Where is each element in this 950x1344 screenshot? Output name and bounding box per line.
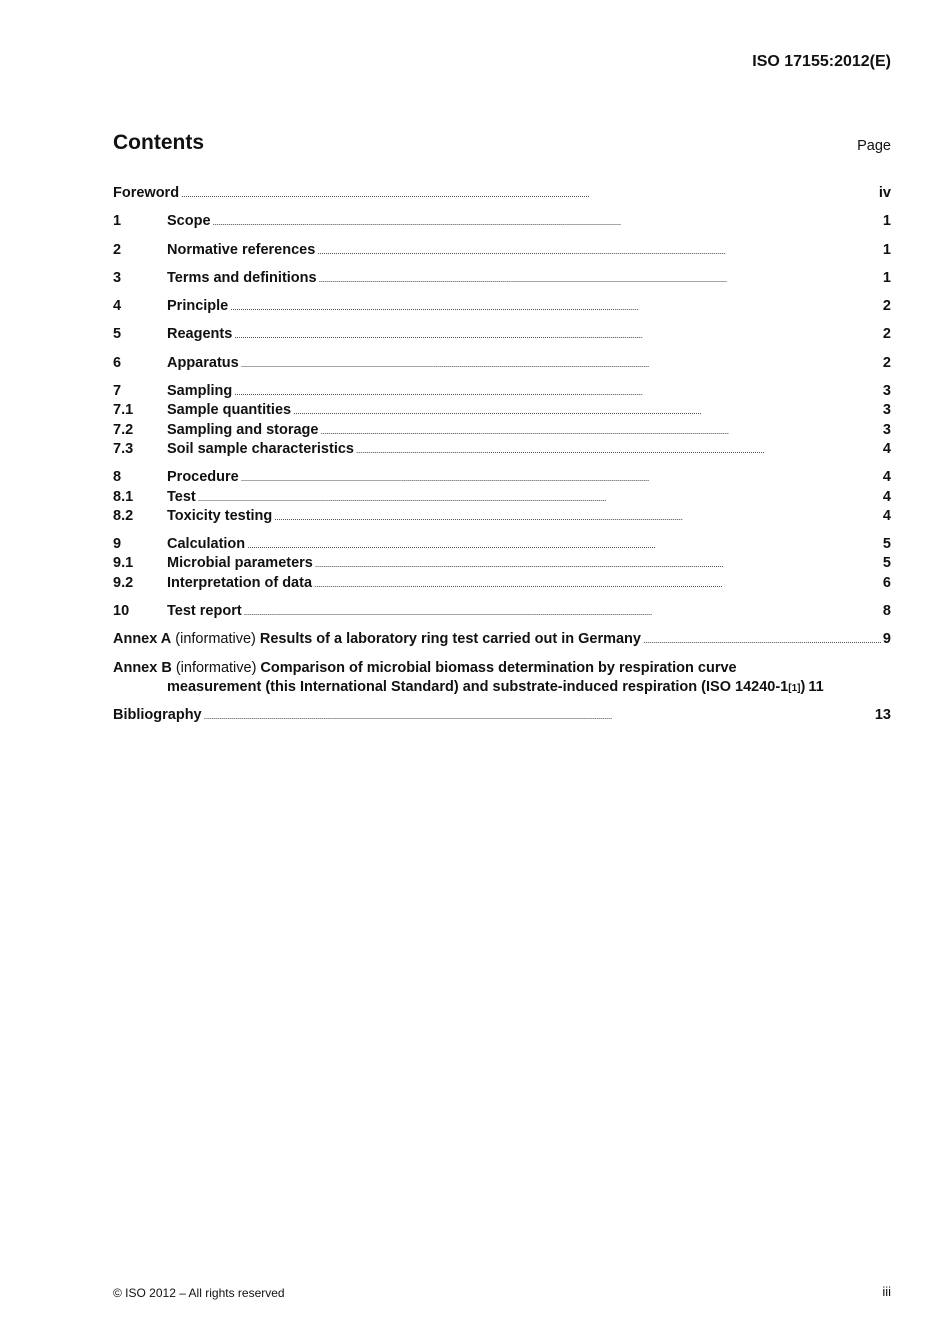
toc-title: Foreword [113, 185, 180, 201]
toc-page: 2 [882, 354, 891, 371]
annex-label: Annex B [113, 659, 172, 676]
leader-dots [315, 554, 881, 574]
toc-entry-8-2[interactable] [113, 507, 891, 526]
toc-number: 6 [113, 354, 122, 371]
toc-entry-4[interactable] [113, 297, 891, 316]
toc-entry-3[interactable] [113, 269, 891, 288]
toc-page: 1 [882, 241, 891, 258]
toc-title: Test report [167, 603, 242, 620]
toc-number: 2 [113, 241, 122, 258]
annex-label: Annex A [113, 631, 172, 648]
toc-title: Interpretation of data [167, 574, 313, 591]
toc-entry-7-2[interactable] [113, 421, 891, 440]
leader-dots [314, 574, 881, 594]
toc-number: 8.2 [113, 507, 134, 524]
leader-dots [241, 354, 881, 374]
toc-number: 8 [113, 469, 122, 486]
toc-entry-10[interactable] [113, 602, 891, 621]
toc-entry-9[interactable] [113, 535, 891, 554]
toc-page: 3 [882, 383, 891, 400]
toc-title-continued: measurement (this International Standard) and substrate-induced respiration (ISO 14240-1 [167, 678, 789, 695]
toc-title: Normative references [167, 241, 316, 258]
leader-dots [274, 507, 881, 527]
toc-entry-foreword[interactable] [113, 184, 891, 203]
toc-entry-7[interactable] [113, 382, 891, 401]
toc-page: 4 [882, 507, 891, 524]
toc-number: 3 [113, 269, 122, 286]
toc-title: Sample quantities [167, 402, 292, 419]
toc-number: 7.2 [113, 421, 134, 438]
toc-page: 6 [882, 574, 891, 591]
toc-page: 2 [882, 298, 891, 315]
toc-number: 1 [113, 213, 122, 230]
toc-entry-annex-b[interactable] [113, 659, 891, 678]
leader-dots [213, 212, 881, 232]
leader-dots [356, 440, 881, 460]
toc-page: 1 [882, 269, 891, 286]
toc-number: 9 [113, 536, 122, 553]
toc-title: Microbial parameters [167, 555, 313, 572]
annex-informative: (informative) [175, 631, 256, 648]
toc-number: 5 [113, 326, 122, 343]
leader-dots [319, 269, 881, 289]
toc-entry-annex-b-cont[interactable]: measurement (this International Standard) and substrate-induced respiration (ISO 14240-1 [1] ) 11 [113, 678, 891, 697]
copyright-notice: © ISO 2012 – All rights reserved [113, 1286, 285, 1300]
toc-title: Apparatus [167, 354, 239, 371]
toc-title: Toxicity testing [167, 507, 273, 524]
leader-dots [317, 241, 881, 261]
toc-page: 4 [882, 488, 891, 505]
leader-dots [247, 535, 881, 555]
closing-paren: ) [800, 678, 806, 695]
leader-dots [230, 297, 881, 317]
leader-dots [244, 602, 881, 622]
leader-dots [181, 184, 877, 204]
toc-page: 5 [882, 555, 891, 572]
toc-number: 4 [113, 298, 122, 315]
toc-page: 3 [882, 421, 891, 438]
toc-title: Comparison of microbial biomass determination by respiration curve [260, 659, 737, 676]
toc-entry-bibliography[interactable] [113, 706, 891, 725]
toc-page: 11 [808, 678, 824, 695]
leader-dots [234, 325, 881, 345]
toc-title: Principle [167, 298, 229, 315]
toc-number: 9.1 [113, 555, 134, 572]
toc-title: Reagents [167, 326, 233, 343]
toc-page: 1 [882, 213, 891, 230]
toc-page: 5 [882, 536, 891, 553]
contents-title: Contents [113, 131, 204, 154]
toc-entry-8[interactable] [113, 468, 891, 487]
toc-title: Sampling and storage [167, 421, 319, 438]
toc-page: 8 [882, 603, 891, 620]
toc-title: Soil sample characteristics [167, 440, 354, 457]
toc-entry-7-3[interactable] [113, 440, 891, 459]
toc-page: 13 [874, 707, 891, 724]
toc-entry-7-1[interactable] [113, 401, 891, 420]
toc-page: iv [878, 185, 891, 201]
toc-number: 8.1 [113, 488, 134, 505]
toc-title: Terms and definitions [167, 269, 317, 286]
toc-entry-5[interactable] [113, 325, 891, 344]
table-of-contents [113, 184, 891, 726]
toc-page: 4 [882, 469, 891, 486]
toc-title: Calculation [167, 536, 246, 553]
toc-number: 7 [113, 383, 122, 400]
toc-entry-8-1[interactable] [113, 488, 891, 507]
toc-title: Bibliography [113, 707, 202, 724]
leader-dots [320, 421, 880, 441]
toc-title: Sampling [167, 383, 233, 400]
toc-title: Results of a laboratory ring test carried out in Germany [259, 631, 641, 648]
standard-id: ISO 17155:2012(E) [752, 53, 891, 70]
toc-title: Procedure [167, 469, 239, 486]
toc-page: 9 [882, 631, 891, 648]
toc-entry-1[interactable] [113, 212, 891, 231]
toc-page: 2 [882, 326, 891, 343]
leader-dots [204, 706, 873, 726]
leader-dots [293, 401, 881, 421]
toc-number: 9.2 [113, 574, 134, 591]
leader-dots [241, 468, 881, 488]
toc-number: 7.1 [113, 402, 134, 419]
toc-entry-6[interactable] [113, 354, 891, 373]
toc-number: 7.3 [113, 440, 134, 457]
toc-title: Scope [167, 213, 211, 230]
toc-entry-2[interactable] [113, 241, 891, 260]
toc-page: 4 [882, 440, 891, 457]
page-number: iii [882, 1284, 891, 1299]
leader-dots [234, 382, 881, 402]
annex-informative: (informative) [175, 659, 257, 676]
toc-title: Test [167, 488, 196, 505]
toc-page: 3 [882, 402, 891, 419]
page-column-label: Page [857, 138, 891, 154]
leader-dots [198, 488, 881, 508]
toc-entry-annex-a[interactable] [113, 630, 891, 649]
toc-entry-9-1[interactable] [113, 554, 891, 573]
toc-entry-9-2[interactable] [113, 574, 891, 593]
toc-number: 10 [113, 603, 130, 620]
leader-dots [643, 630, 881, 650]
